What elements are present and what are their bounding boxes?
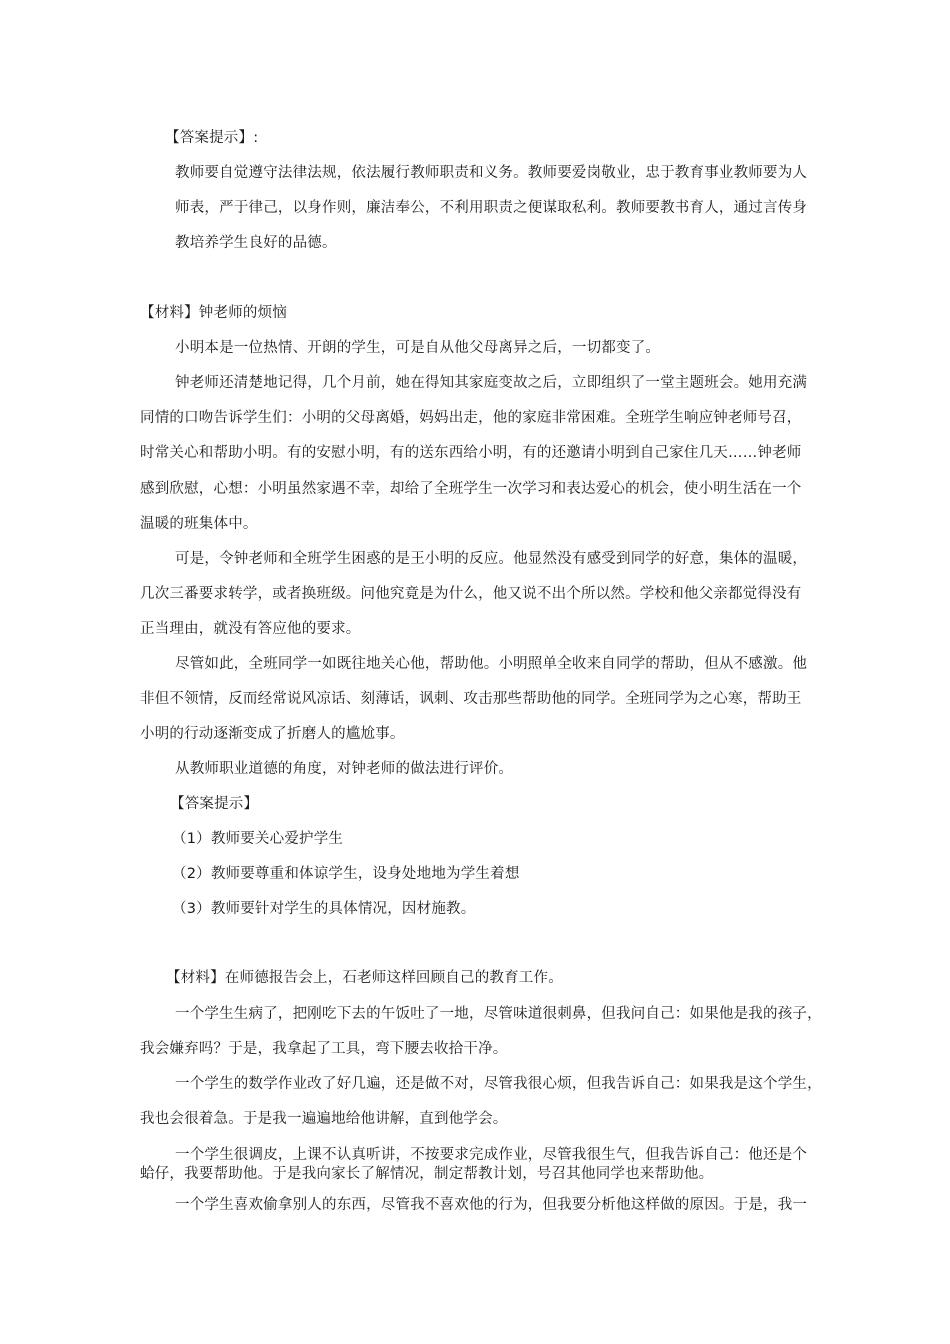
paragraph-line: 尽管如此，全班同学一如既往地关心他，帮助他。小明照单全收来自同学的帮助，但从不感激。他 xyxy=(175,656,808,672)
paragraph-line: 教师要自觉遵守法律法规，依法履行教师职责和义务。教师要爱岗敬业，忠于教育事业教师要为人 xyxy=(175,165,808,181)
paragraph-line: 正当理由，就没有答应他的要求。 xyxy=(140,621,361,637)
paragraph-line: 一个学生的数学作业改了好几遍，还是做不对，尽管我很心烦，但我告诉自己：如果我是这个学生， xyxy=(175,1076,822,1092)
answer-hint-label: 【答案提示】 xyxy=(170,796,259,812)
paragraph-line: 同情的口吻告诉学生们：小明的父母离婚，妈妈出走，他的家庭非常困难。全班学生响应钟老师号召， xyxy=(140,410,802,426)
paragraph-line: 一个学生生病了，把刚吃下去的午饭吐了一地，尽管味道很刺鼻，但我问自己：如果他是我的孩子， xyxy=(175,1006,822,1022)
answer-item: （2）教师要尊重和体谅学生，设身处地地为学生着想 xyxy=(172,866,520,882)
paragraph-line: 一个学生很调皮，上课不认真听讲，不按要求完成作业，尽管我很生气，但我告诉自己：他还是个 xyxy=(175,1147,808,1163)
paragraph-line: 小明的行动逐渐变成了折磨人的尴尬事。 xyxy=(140,726,405,742)
paragraph-line: 我会嫌弃吗？于是，我拿起了工具，弯下腰去收拾干净。 xyxy=(140,1041,508,1057)
answer-item: （3）教师要针对学生的具体情况，因材施教。 xyxy=(172,901,476,917)
paragraph-line: 温暖的班集体中。 xyxy=(140,516,258,532)
answer-hint-label: 【答案提示】: xyxy=(165,130,259,146)
paragraph-line: 感到欣慰，心想：小明虽然家遇不幸，却给了全班学生一次学习和表达爱心的机会，使小明生活在一个 xyxy=(140,481,802,497)
question-line: 从教师职业道德的角度，对钟老师的做法进行评价。 xyxy=(175,761,514,777)
paragraph-line: 几次三番要求转学，或者换班级。问他究竟是为什么，他又说不出个所以然。学校和他父亲都觉得没有 xyxy=(140,586,802,602)
paragraph-line: 我也会很着急。于是我一遍遍地给他讲解，直到他学会。 xyxy=(140,1111,508,1127)
answer-item: （1）教师要关心爱护学生 xyxy=(172,831,344,847)
paragraph-line: 钟老师还清楚地记得，几个月前，她在得知其家庭变故之后，立即组织了一堂主题班会。她用充满 xyxy=(175,375,808,391)
paragraph-line: 一个学生喜欢偷拿别人的东西，尽管我不喜欢他的行为，但我要分析他这样做的原因。于是，我一 xyxy=(175,1197,808,1213)
paragraph-line: 可是，令钟老师和全班学生困惑的是王小明的反应。他显然没有感受到同学的好意，集体的温暖， xyxy=(175,551,808,567)
material-title: 【材料】钟老师的烦恼 xyxy=(140,305,287,321)
paragraph-line: 师表，严于律己，以身作则，廉洁奉公，不利用职责之便谋取私利。教师要教书育人，通过言传身 xyxy=(175,200,808,216)
paragraph-line: 非但不领情，反而经常说风凉话、刻薄话，讽刺、攻击那些帮助他的同学。全班同学为之心寒，帮助王 xyxy=(140,691,802,707)
paragraph-line: 时常关心和帮助小明。有的安慰小明，有的送东西给小明，有的还邀请小明到自己家住几天……钟老师 xyxy=(140,445,802,461)
paragraph-line: 小明本是一位热情、开朗的学生，可是自从他父母离异之后，一切都变了。 xyxy=(175,340,661,356)
paragraph-line: 教培养学生良好的品德。 xyxy=(175,235,337,251)
paragraph-line: 蛤仔，我要帮助他。于是我向家长了解情况，制定帮教计划，号召其他同学也来帮助他。 xyxy=(140,1166,714,1182)
material-title: 【材料】在师德报告会上，石老师这样回顾自己的教育工作。 xyxy=(166,970,563,986)
